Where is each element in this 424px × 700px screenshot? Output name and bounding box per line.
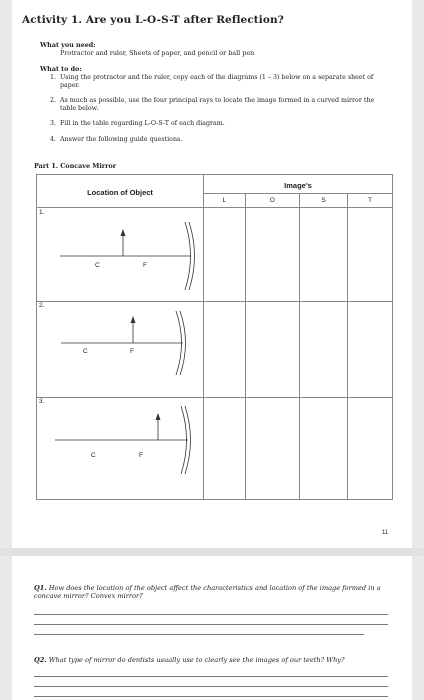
focus-label: F [143,262,147,269]
answer-line[interactable] [34,696,388,697]
arrow-head [131,316,136,323]
center-label: C [91,452,96,459]
center-label: C [95,262,100,269]
answer-line[interactable] [34,676,388,677]
focus-label: F [139,452,143,459]
col-t: T [348,194,393,208]
question-1: Q1. How does the location of the object affect the characteristics and location of the image formed in a concave mirror? Convex mirror? [34,584,381,600]
worksheet-page-2 [12,556,412,700]
location-header: Location of Object [37,175,204,208]
need-label: What you need: [40,41,96,49]
answer-line[interactable] [34,624,388,625]
activity-title: Activity 1. Are you L-O-S-T after Reflection? [22,14,284,26]
arrow-head [156,413,161,420]
step-item: 1. Using the protractor and the ruler, copy each of the diagrams (1 – 3) below on a separate sheet of paper. [50,74,374,89]
row-number: 2. [39,302,45,309]
col-s: S [299,194,347,208]
step-item: 3. Fill in the table regarding L-O-S-T of each diagram. [50,120,225,127]
question-2: Q2. What type of mirror do dentists usually use to clearly see the images of our teeth? Why? [34,656,345,664]
step-item: 4. Answer the following guide questions. [50,135,183,143]
part-title: Part 1. Concave Mirror [34,162,117,170]
images-header: Image's [204,175,393,194]
step-item: 2. As much as possible, use the four principal rays to locate the image formed in a curved mirror the table below. [50,97,375,112]
row-number: 3. [39,398,45,405]
page-number: 11 [382,530,389,536]
row-number: 1. [39,209,45,216]
col-o: O [245,194,299,208]
col-l: L [204,194,246,208]
answer-line[interactable] [34,614,388,615]
answer-line[interactable] [34,634,364,635]
todo-label: What to do: [40,65,82,73]
page-gap [0,548,424,556]
focus-label: F [130,348,134,355]
need-text: Protractor and ruler, Sheets of paper, and pencil or ball pen [60,49,255,57]
center-label: C [83,348,88,355]
arrow-head [121,229,126,236]
answer-line[interactable] [34,686,388,687]
